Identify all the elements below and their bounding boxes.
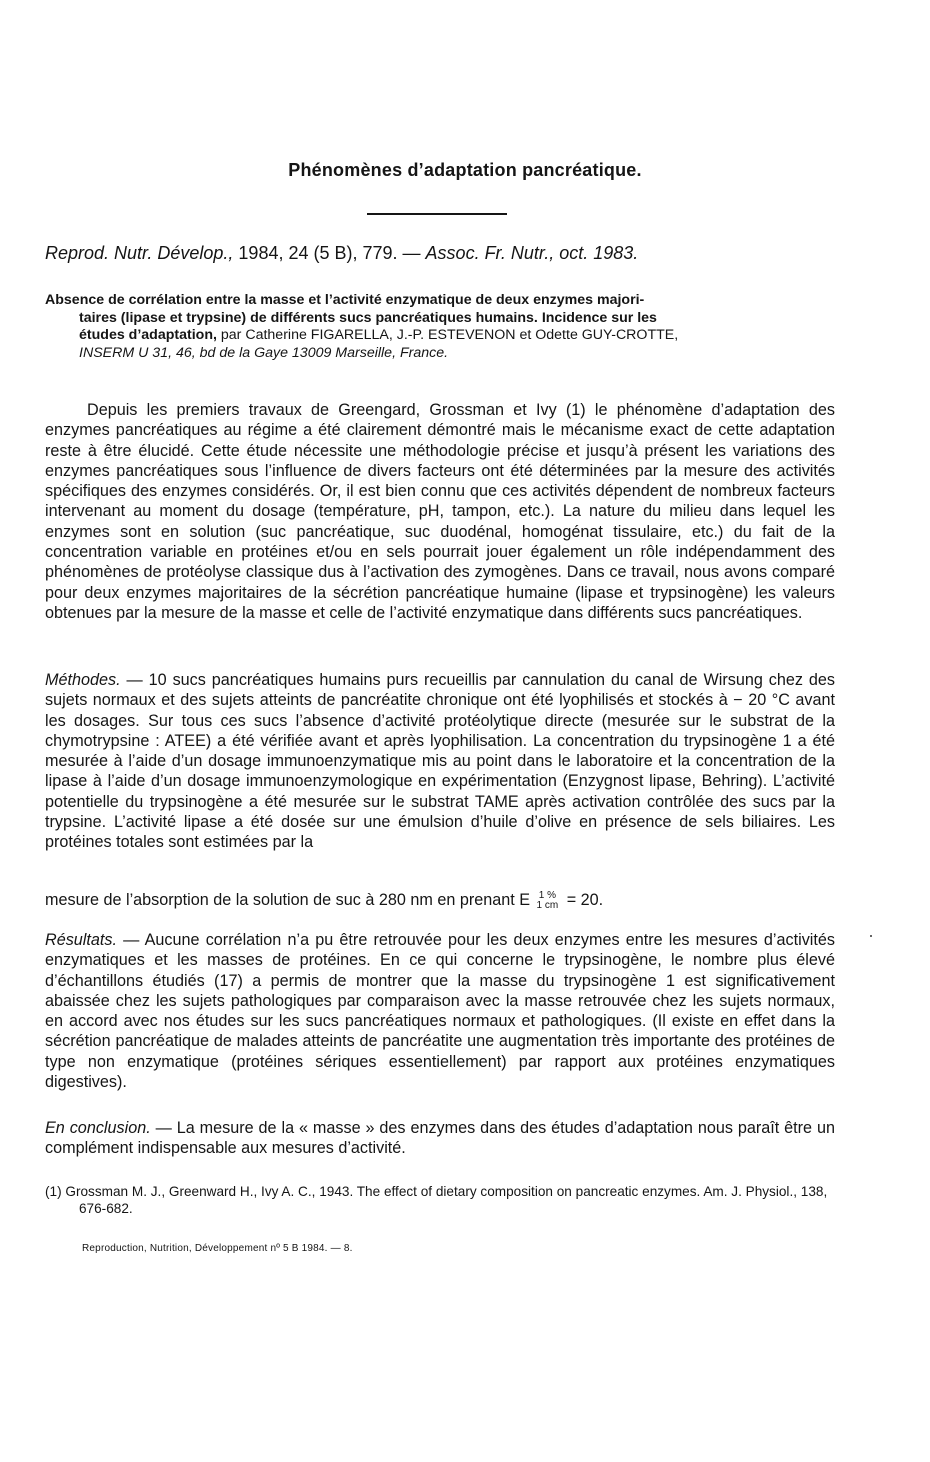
society-meeting: Assoc. Fr. Nutr., oct. 1983. (425, 243, 639, 263)
title-divider (367, 213, 507, 215)
journal-citation (45, 243, 885, 264)
extinction-sup: 1 % (538, 889, 556, 901)
methods-text: — 10 sucs pancréatiques humains purs recueillis par cannulation du canal de Wirsung chez des sujets normaux et des sujets atteints de pancréatite chronique ont été lyophilisés et stockés à − 20 °C avant les dosages. Sur tous ces sucs l’absence d’activité protéolytique directe (mesurée sur le substrat de la chymotrypsine : ATEE) a été vérifiée avant et après lyophilisation. La concentration du trypsinogène 1 a été mesurée à l’aide d’un dosage immunoenzymatique mis au point dans le laboratoire et la concentration de la lipase à l’aide d’un dosage immunoenzymologique en expérimentation (Enzygnost lipase, Behring). L’activité potentielle du trypsinogène a été mesurée sur le substrat TAME après activation contrôlée des sucs par la trypsine. L’activité lipase a été dosée sur une émulsion d’huile d’olive en présence de sels biliaires. Les protéines totales sont estimées par la (45, 671, 835, 852)
page-title: Phénomènes d’adaptation pancréatique. (288, 160, 642, 180)
abstract-title-line1: Absence de corrélation entre la masse et l’activité enzymatique de deux enzymes majori- (45, 292, 645, 308)
conclusion-label: En conclusion. (45, 1119, 151, 1137)
methods-label: Méthodes. (45, 671, 121, 689)
intro-paragraph: Depuis les premiers travaux de Greengard, Grossman et Ivy (1) le phénomène d’adaptation des enzymes pancréatiques au régime a été clairement démontré mais le mécanisme exact de cette adaptation reste à être élucidé. Cette étude nécessite une méthodologie précise et jusqu’à présent les variations des enzymes pancréatiques sous l’influence de divers facteurs ont été déterminées par la mesure des activités spécifiques des enzymes considérés. Or, il est bien connu que ces activités dépendent de nombreux facteurs intervenant au moment du dosage (température, pH, tampon, etc.). La nature du milieu dans lequel les enzymes sont en solution (suc pancréatique, suc duodénal, homogénat tissulaire, etc.) du fait de la concentration variable en protéines et/ou en sels pourrait jouer également un rôle indépendamment des phénomènes de protéolyse classique dus à l’activation des zymogènes. Dans ce travail, nous avons comparé pour deux enzymes majoritaires de la sécrétion pancréatique humaine (lipase et trypsinogène) les valeurs obtenues par la mesure de la masse et celle de l’activité enzymatique dans différents sucs pancréatiques. (45, 401, 835, 622)
extinction-coefficient (537, 891, 559, 911)
abstract-authors: par Catherine FIGARELLA, J.-P. ESTEVENON et Odette GUY-CROTTE, (216, 327, 679, 343)
conclusion-text: — La mesure de la « masse » des enzymes dans des études d’adaptation nous paraît être un complément indispensable aux mesures d’activité. (45, 1119, 835, 1158)
journal-name: Reprod. Nutr. Dévelop., (45, 243, 234, 263)
page-footer: Reproduction, Nutrition, Développement nº 5 B 1984. — 8. (82, 1243, 353, 1254)
citation-details: 1984, 24 (5 B), 779. — (233, 243, 426, 263)
extinction-sub: 1 cm (536, 899, 559, 911)
measure-value: = 20. (566, 891, 604, 909)
results-label: Résultats. (45, 931, 117, 949)
methods-paragraph (45, 670, 835, 853)
measure-line (45, 890, 835, 911)
footnote (45, 1183, 845, 1217)
conclusion-paragraph (45, 1118, 835, 1159)
abstract-title-line3: études d’adaptation, (79, 327, 217, 343)
footnote-text: (1) Grossman M. J., Greenward H., Ivy A. C., 1943. The effect of dietary composition on pancreatic enzymes. Am. J. Physiol., 138, 676-682. (45, 1184, 828, 1216)
margin-speck (870, 935, 872, 937)
results-paragraph (45, 930, 835, 1092)
measure-text: mesure de l’absorption de la solution de suc à 280 nm en prenant E (45, 891, 531, 909)
results-text: — Aucune corrélation n’a pu être retrouvée pour les deux enzymes entre les mesures d’activités enzymatiques et les masses de protéines. En ce qui concerne le trypsinogène, le nombre plus élevé d’échantillons étudiés (17) a permis de montrer que la masse du trypsinogène 1 est significativement abaissée chez les sujets pathologiques par comparaison avec la masse retrouvée chez les sujets normaux, en accord avec nos études sur les sucs pancréatiques normaux et pathologiques. (Il existe en effet dans la sécrétion pancréatique de malades atteints de pancréatite une augmentation très importante des protéines de type non enzymatique (protéines sériques essentiellement) par rapport aux protéines enzymatiques digestives). (45, 931, 835, 1092)
abstract-title-line2: taires (lipase et trypsine) de différents sucs pancréatiques humains. Incidence sur les (79, 309, 657, 326)
abstract-affiliation: INSERM U 31, 46, bd de la Gaye 13009 Marseille, France. (79, 344, 449, 361)
abstract-header (45, 292, 845, 362)
